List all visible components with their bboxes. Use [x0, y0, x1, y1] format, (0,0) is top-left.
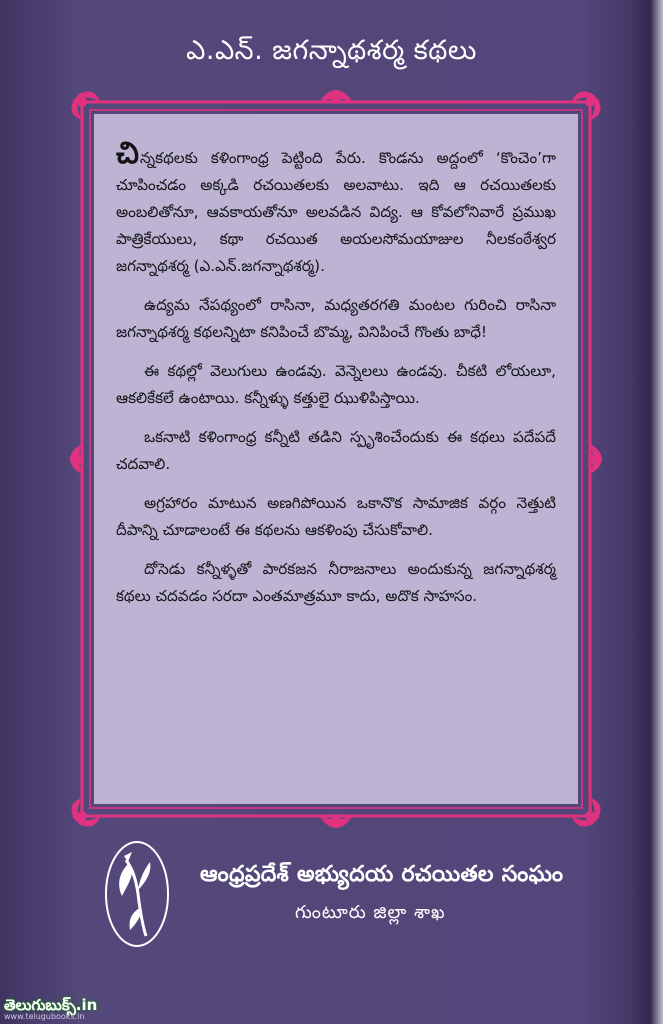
blurb-paragraph: అగ్రహారం మాటున అణగిపోయిన ఒకానొక సామాజిక వర్గం నెత్తుటి దీపాన్ని చూడాలంటే ఈ కథలను ఆకళింపు చేసుకోవాలి.: [116, 494, 556, 539]
blurb-panel: [94, 114, 578, 804]
drop-cap: చి: [116, 136, 139, 171]
blurb-paragraph: ఒకనాటి కళింగాంధ్ర కన్నీటి తడిని స్పృశించేందుకు ఈ కథలు పదేపదే చదవాలి.: [116, 428, 556, 473]
blurb-paragraph: దోసెడు కన్నీళ్ళతో పారకజన నీరాజనాలు అందుకున్న జగన్నాథశర్మ కథలు చదవడం సరదా ఎంతమాత్రమూ కాదు, అదొక సాహసం.: [116, 560, 556, 605]
publisher-branch: గుంటూరు జిల్లా శాఖ: [295, 902, 446, 923]
pen-quill-emblem-icon: [102, 838, 172, 950]
blurb-paragraph-text: న్నకథలకు కళింగాంధ్ర పెట్టింది పేరు. కొండను అద్దంలో ‘కొంచెం’గా చూపించడం అక్కడి రచయితలకు అలవాటు. ఇది ఆ రచయితలకు అంబలితోనూ, ఆవకాయతోనూ అలవడిన విద్య. ఆ కోవలోనివారే ప్రముఖ పాత్రికేయులు, కథా రచయిత అయలసోమయాజుల నీలకంఠేశ్వర జగన్నాథశర్మ (ఎ.ఎన్.జగన్నాథశర్మ).: [116, 149, 556, 275]
blurb-frame: [70, 90, 602, 828]
publisher-name: ఆంధ్రప్రదేశ్ అభ్యుదయ రచయితల సంఘం: [200, 862, 564, 887]
book-title: ఎ.ఎన్. జగన్నాథశర్మ కథలు: [186, 35, 477, 66]
blurb-paragraph: ఈ కథల్లో వెలుగులు ఉండవు. వెన్నెలలు ఉండవు. చీకటి లోయలూ, ఆకలికేకలే ఉంటాయి. కన్నీళ్ళు కత్తులై ఝుళిపిస్తాయి.: [116, 362, 556, 407]
blurb-paragraph: ఉద్యమ నేపథ్యంలో రాసినా, మధ్యతరగతి మంటల గురించి రాసినా జగన్నాథశర్మ కథలన్నిటా కనిపించే బొమ్మ, వినిపించే గొంతు బాధే!: [116, 296, 556, 341]
spine-shadow: [631, 0, 663, 1024]
blurb-paragraph: [116, 136, 556, 280]
site-watermark-url: www.telugubooks.in: [4, 1012, 85, 1021]
site-watermark: తెలుగుబుక్స్.in: [4, 996, 98, 1014]
